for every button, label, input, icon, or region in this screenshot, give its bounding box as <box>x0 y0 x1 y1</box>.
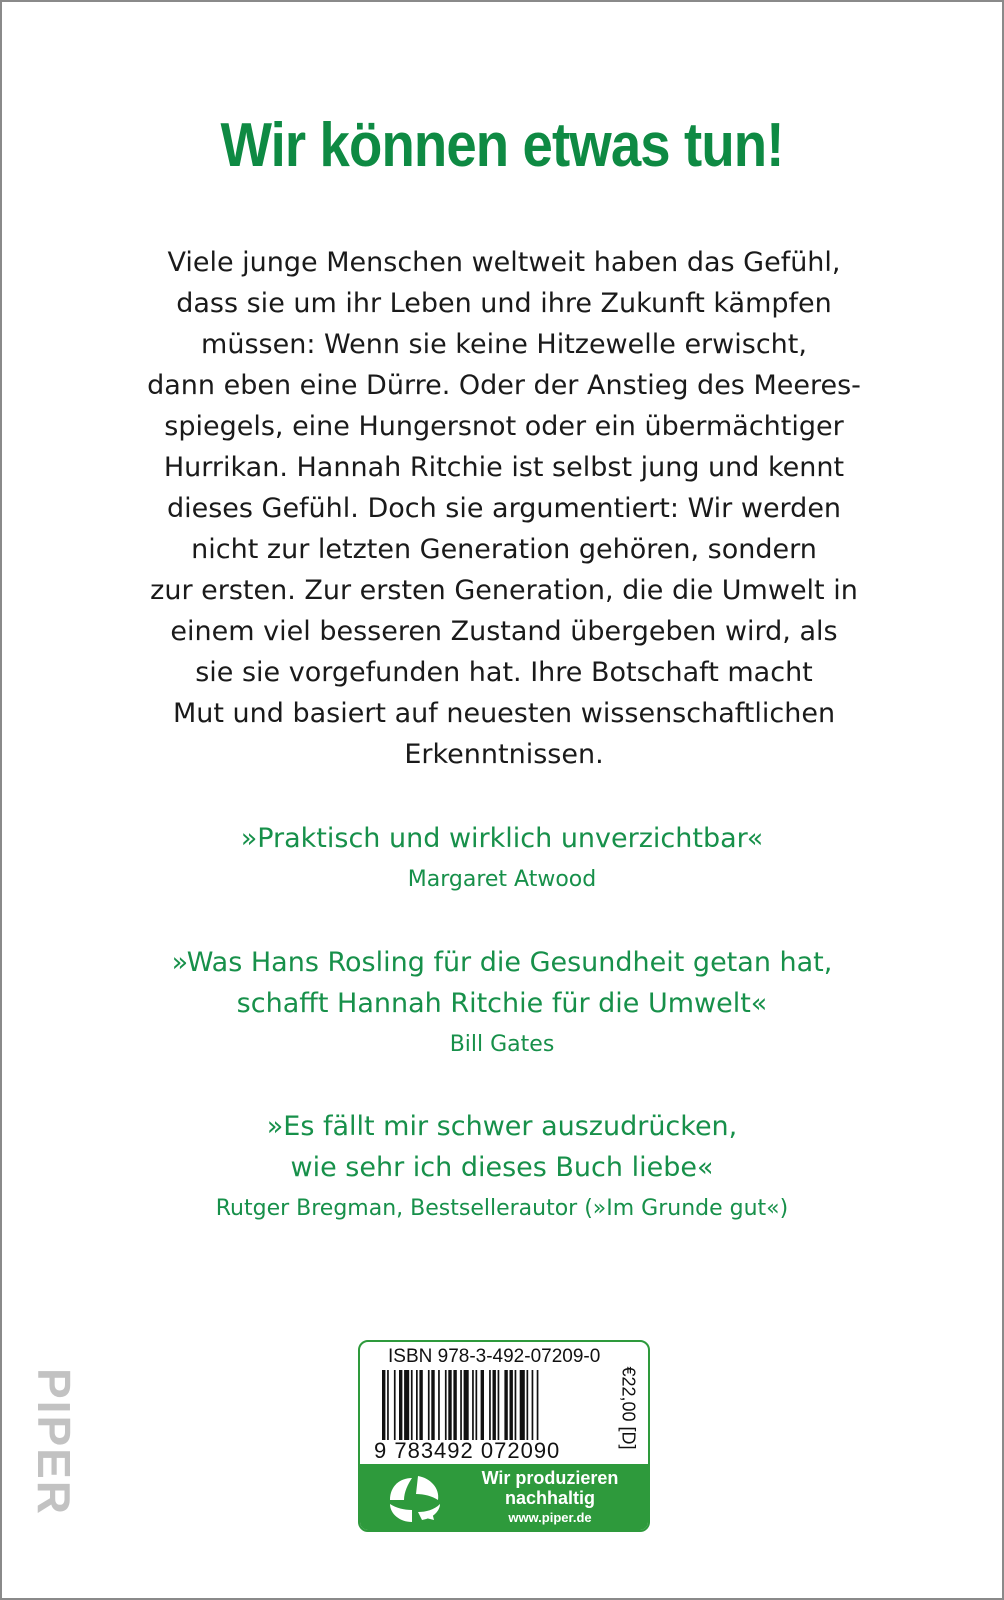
publisher-logo <box>24 1352 84 1532</box>
publisher-name: PIPER <box>28 1367 80 1517</box>
barcode-bar <box>431 1370 434 1440</box>
barcode-bar <box>481 1370 484 1440</box>
isbn-text: ISBN 978-3-492-07209-0 <box>388 1346 601 1367</box>
barcode-bar <box>411 1370 413 1440</box>
blurb-line: dieses Gefühl. Doch sie argumentiert: Wir werden <box>166 493 842 524</box>
barcode-label <box>358 1340 650 1532</box>
quote-text: »Es fällt mir schwer auszudrücken, <box>266 1111 738 1142</box>
blurb-line: dann eben eine Dürre. Oder der Anstieg des Meeres- <box>147 370 861 401</box>
barcode-bar <box>493 1370 496 1440</box>
quote-text: schafft Hannah Ritchie für die Umwelt« <box>236 988 768 1019</box>
barcode-bar <box>445 1370 447 1440</box>
blurb-line: dass sie um ihr Leben und ihre Zukunft kämpfen <box>176 288 832 319</box>
price-text: €22,00 [D] <box>618 1366 639 1450</box>
blurb-line: spiegels, eine Hungersnot oder ein übermächtiger <box>164 411 844 442</box>
eco-text: nachhaltig <box>504 1488 595 1508</box>
quote-text: »Was Hans Rosling für die Gesundheit getan hat, <box>171 947 833 978</box>
blurb-line: Mut und basiert auf neuesten wissenschaftlichen <box>172 698 836 729</box>
barcode-bar <box>532 1370 534 1440</box>
blurb-line: sie sie vorgefunden hat. Ihre Botschaft macht <box>195 657 813 688</box>
blurb-line: Viele junge Menschen weltweit haben das Gefühl, <box>167 247 841 278</box>
blurb-line: müssen: Wenn sie keine Hitzewelle erwischt, <box>201 329 807 360</box>
price-tag <box>598 1358 650 1458</box>
barcode-bar <box>460 1370 462 1440</box>
quote-text: wie sehr ich dieses Buch liebe« <box>290 1152 714 1183</box>
blurb-line: einem viel besseren Zustand übergeben wird, als <box>170 616 838 647</box>
publisher-url: www.piper.de <box>508 1510 592 1525</box>
barcode-bar <box>515 1370 517 1440</box>
barcode-bar <box>489 1370 491 1440</box>
barcode-bar <box>387 1370 389 1440</box>
blurb-line: Erkenntnissen. <box>404 739 604 770</box>
barcode-bar <box>399 1370 402 1440</box>
barcode-bar <box>476 1370 478 1440</box>
recycle-leaves-icon <box>382 1470 446 1526</box>
barcode-bar <box>416 1370 418 1440</box>
barcode-bar <box>464 1370 469 1440</box>
barcode-bar <box>498 1370 500 1440</box>
eco-label <box>360 1464 648 1530</box>
barcode-bar <box>448 1370 451 1440</box>
barcode-bar <box>504 1370 507 1440</box>
quote-author: Bill Gates <box>449 1032 555 1057</box>
blurb-line: nicht zur letzten Generation gehören, sondern <box>191 534 817 565</box>
barcode-icon <box>382 1370 610 1440</box>
barcode-bar <box>428 1370 430 1440</box>
quote-author: Rutger Bregman, Bestsellerautor (»Im Grunde gut«) <box>215 1196 789 1221</box>
headline: Wir können etwas tun! <box>220 111 784 180</box>
barcode-bar <box>537 1370 539 1440</box>
quote-bregman <box>2 1106 1002 1226</box>
barcode-bar <box>520 1370 525 1440</box>
quote-author: Margaret Atwood <box>407 867 597 892</box>
eco-text: Wir produzieren <box>481 1468 619 1488</box>
blurb-text <box>112 242 896 775</box>
barcode-bar <box>527 1370 529 1440</box>
blurb-line: zur ersten. Zur ersten Generation, die die Umwelt in <box>150 575 858 606</box>
barcode-bar <box>453 1370 456 1440</box>
barcode-bar <box>404 1370 409 1440</box>
barcode-bar <box>419 1370 422 1440</box>
blurb-line: Hurrikan. Hannah Ritchie ist selbst jung und kennt <box>163 452 845 483</box>
quote-atwood <box>2 818 1002 897</box>
barcode-bar <box>510 1370 513 1440</box>
barcode-bar <box>394 1370 396 1440</box>
barcode-bar <box>382 1370 385 1440</box>
barcode-bar <box>438 1370 440 1440</box>
ean-digits: 9 783492 072090 <box>374 1438 561 1463</box>
quote-gates <box>2 942 1002 1062</box>
quote-text: »Praktisch und wirklich unverzichtbar« <box>240 823 764 854</box>
barcode-bar <box>472 1370 474 1440</box>
